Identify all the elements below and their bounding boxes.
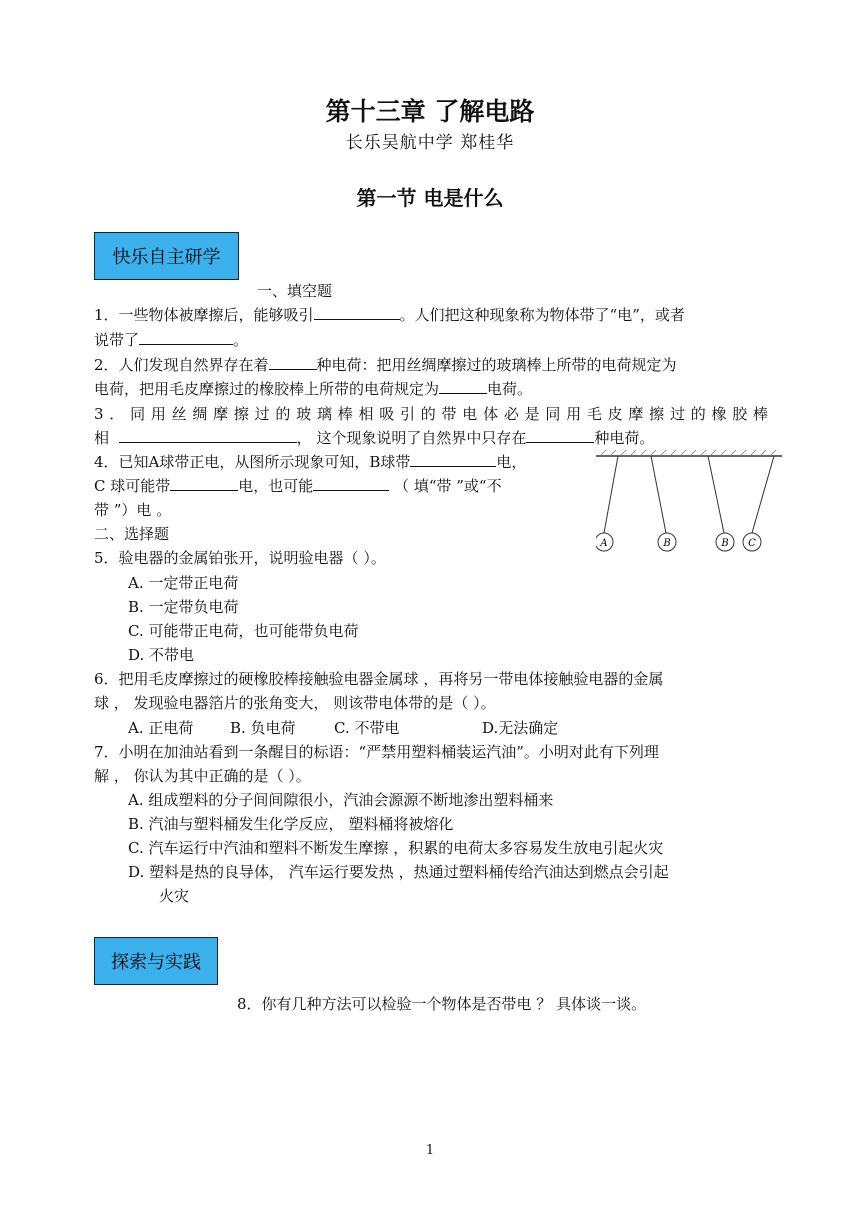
author-line: 长乐吴航中学 郑桂华 — [345, 133, 515, 153]
question-8: 8．你有几种方法可以检验一个物体是否带电 ？ 具体谈一谈。 — [237, 995, 647, 1013]
question-7-option-d-continued: 火灾 — [159, 887, 190, 905]
question-5-option-c: C. 可能带正电荷，也可能带负电荷 — [128, 622, 359, 640]
question-7-option-b: B. 汽油与塑料桶发生化学反应， 塑料桶将被熔化 — [128, 815, 454, 833]
question-3-line-2 — [94, 426, 654, 450]
question-2-line-2 — [94, 377, 532, 401]
text: 。人们把这种现象称为物体带了“电”，或者 — [399, 306, 685, 324]
blank — [313, 474, 389, 491]
question-1-line-1 — [94, 303, 685, 327]
text: 。 — [233, 331, 249, 349]
question-6-option-c: C. 不带电 — [334, 719, 400, 737]
page-number: 1 — [425, 1143, 435, 1158]
question-7-option-c: C. 汽车运行中汽油和塑料不断发生摩擦 ，积累的电荷太多容易发生放电引起火灾 — [128, 839, 664, 857]
question-7-option-d: D. 塑料是热的良导体， 汽车运行要发热 ，热通过塑料桶传给汽油达到燃点会引起 — [128, 863, 669, 881]
text: 相 — [94, 429, 110, 447]
text: 电，也可能 — [238, 477, 314, 495]
self-study-box — [94, 232, 239, 280]
ball-label-b2: B — [721, 538, 729, 549]
thread-b2 — [708, 456, 724, 533]
section-title: 第一节 电是什么 — [356, 186, 504, 210]
blank — [439, 377, 487, 394]
explore-box — [94, 937, 218, 985]
blank — [119, 426, 297, 443]
text: 说带了 — [94, 331, 140, 349]
choice-heading: 二、选择题 — [94, 525, 170, 543]
explore-label: 探索与实践 — [111, 952, 201, 973]
text: 1．一些物体被摩擦后，能够吸引 — [94, 306, 314, 324]
pendulum-figure — [596, 448, 782, 558]
thread-a — [604, 456, 618, 533]
text: 种电荷：把用丝绸摩擦过的玻璃棒上所带的电荷规定为 — [316, 356, 677, 374]
question-7-option-a: A. 组成塑料的分子间间隙很小，汽油会源源不断地渗出塑料桶来 — [128, 791, 554, 809]
text: 电荷。 — [487, 380, 533, 398]
thread-b — [651, 456, 666, 533]
question-7-line-2: 解 ， 你认为其中正确的是（ ）。 — [94, 767, 311, 785]
question-6-option-a: A. 正电荷 — [128, 719, 194, 737]
ball-label-c: C — [748, 538, 756, 549]
ceiling-support — [596, 450, 782, 456]
question-5-option-a: A. 一定带正电荷 — [128, 574, 239, 592]
ball-label-b: B — [663, 538, 671, 549]
question-4-line-1 — [94, 450, 526, 474]
thread-c — [752, 456, 774, 533]
question-7-line-1: 7．小明在加油站看到一条醒目的标语：“严禁用塑料桶装运汽油”。小明对此有下列理 — [94, 743, 659, 761]
blank — [526, 426, 594, 443]
blank — [314, 303, 400, 320]
question-1-line-2 — [94, 328, 248, 352]
text: 4．已知A球带正电，从图所示现象可知，B球带 — [94, 453, 411, 471]
question-4-line-2 — [94, 474, 502, 498]
question-6-option-d: D.无法确定 — [482, 719, 559, 737]
question-4-line-3: 带 ”）电 。 — [94, 501, 172, 519]
blank — [170, 474, 238, 491]
blank — [269, 353, 317, 370]
text: ， 这个现象说明了自然界中只存在 — [296, 429, 527, 447]
chapter-title: 第十三章 了解电路 — [325, 97, 535, 126]
self-study-label: 快乐自主研学 — [112, 247, 221, 268]
text: （ 填“带 ”或“不 — [394, 477, 502, 495]
question-3-line-1: 3．同用丝绸摩擦过的玻璃棒相吸引的带电体必是同用毛皮摩擦过的橡胶棒 — [94, 405, 768, 423]
text: C 球可能带 — [94, 477, 171, 495]
fill-blank-heading: 一、填空题 — [257, 282, 333, 300]
question-5-option-d: D. 不带电 — [128, 646, 195, 664]
question-6-line-2: 球 ， 发现验电器箔片的张角变大， 则该带电体带的是（ ）。 — [94, 694, 496, 712]
text: 2．人们发现自然界存在着 — [94, 356, 269, 374]
ball-label-a: A — [600, 538, 608, 549]
question-6-line-1: 6．把用毛皮摩擦过的硬橡胶棒接触验电器金属球 ，再将另一带电体接触验电器的金属 — [94, 670, 664, 688]
blank — [410, 450, 496, 467]
question-2-line-1 — [94, 353, 677, 377]
text: 电荷，把用毛皮摩擦过的橡胶棒上所带的电荷规定为 — [94, 380, 440, 398]
question-5-stem: 5．验电器的金属铂张开，说明验电器（ ）。 — [94, 549, 386, 567]
text: 电， — [496, 453, 527, 471]
question-6-option-b: B. 负电荷 — [230, 719, 296, 737]
text: 种电荷。 — [594, 429, 655, 447]
blank — [139, 328, 233, 345]
question-5-option-b: B. 一定带负电荷 — [128, 598, 239, 616]
